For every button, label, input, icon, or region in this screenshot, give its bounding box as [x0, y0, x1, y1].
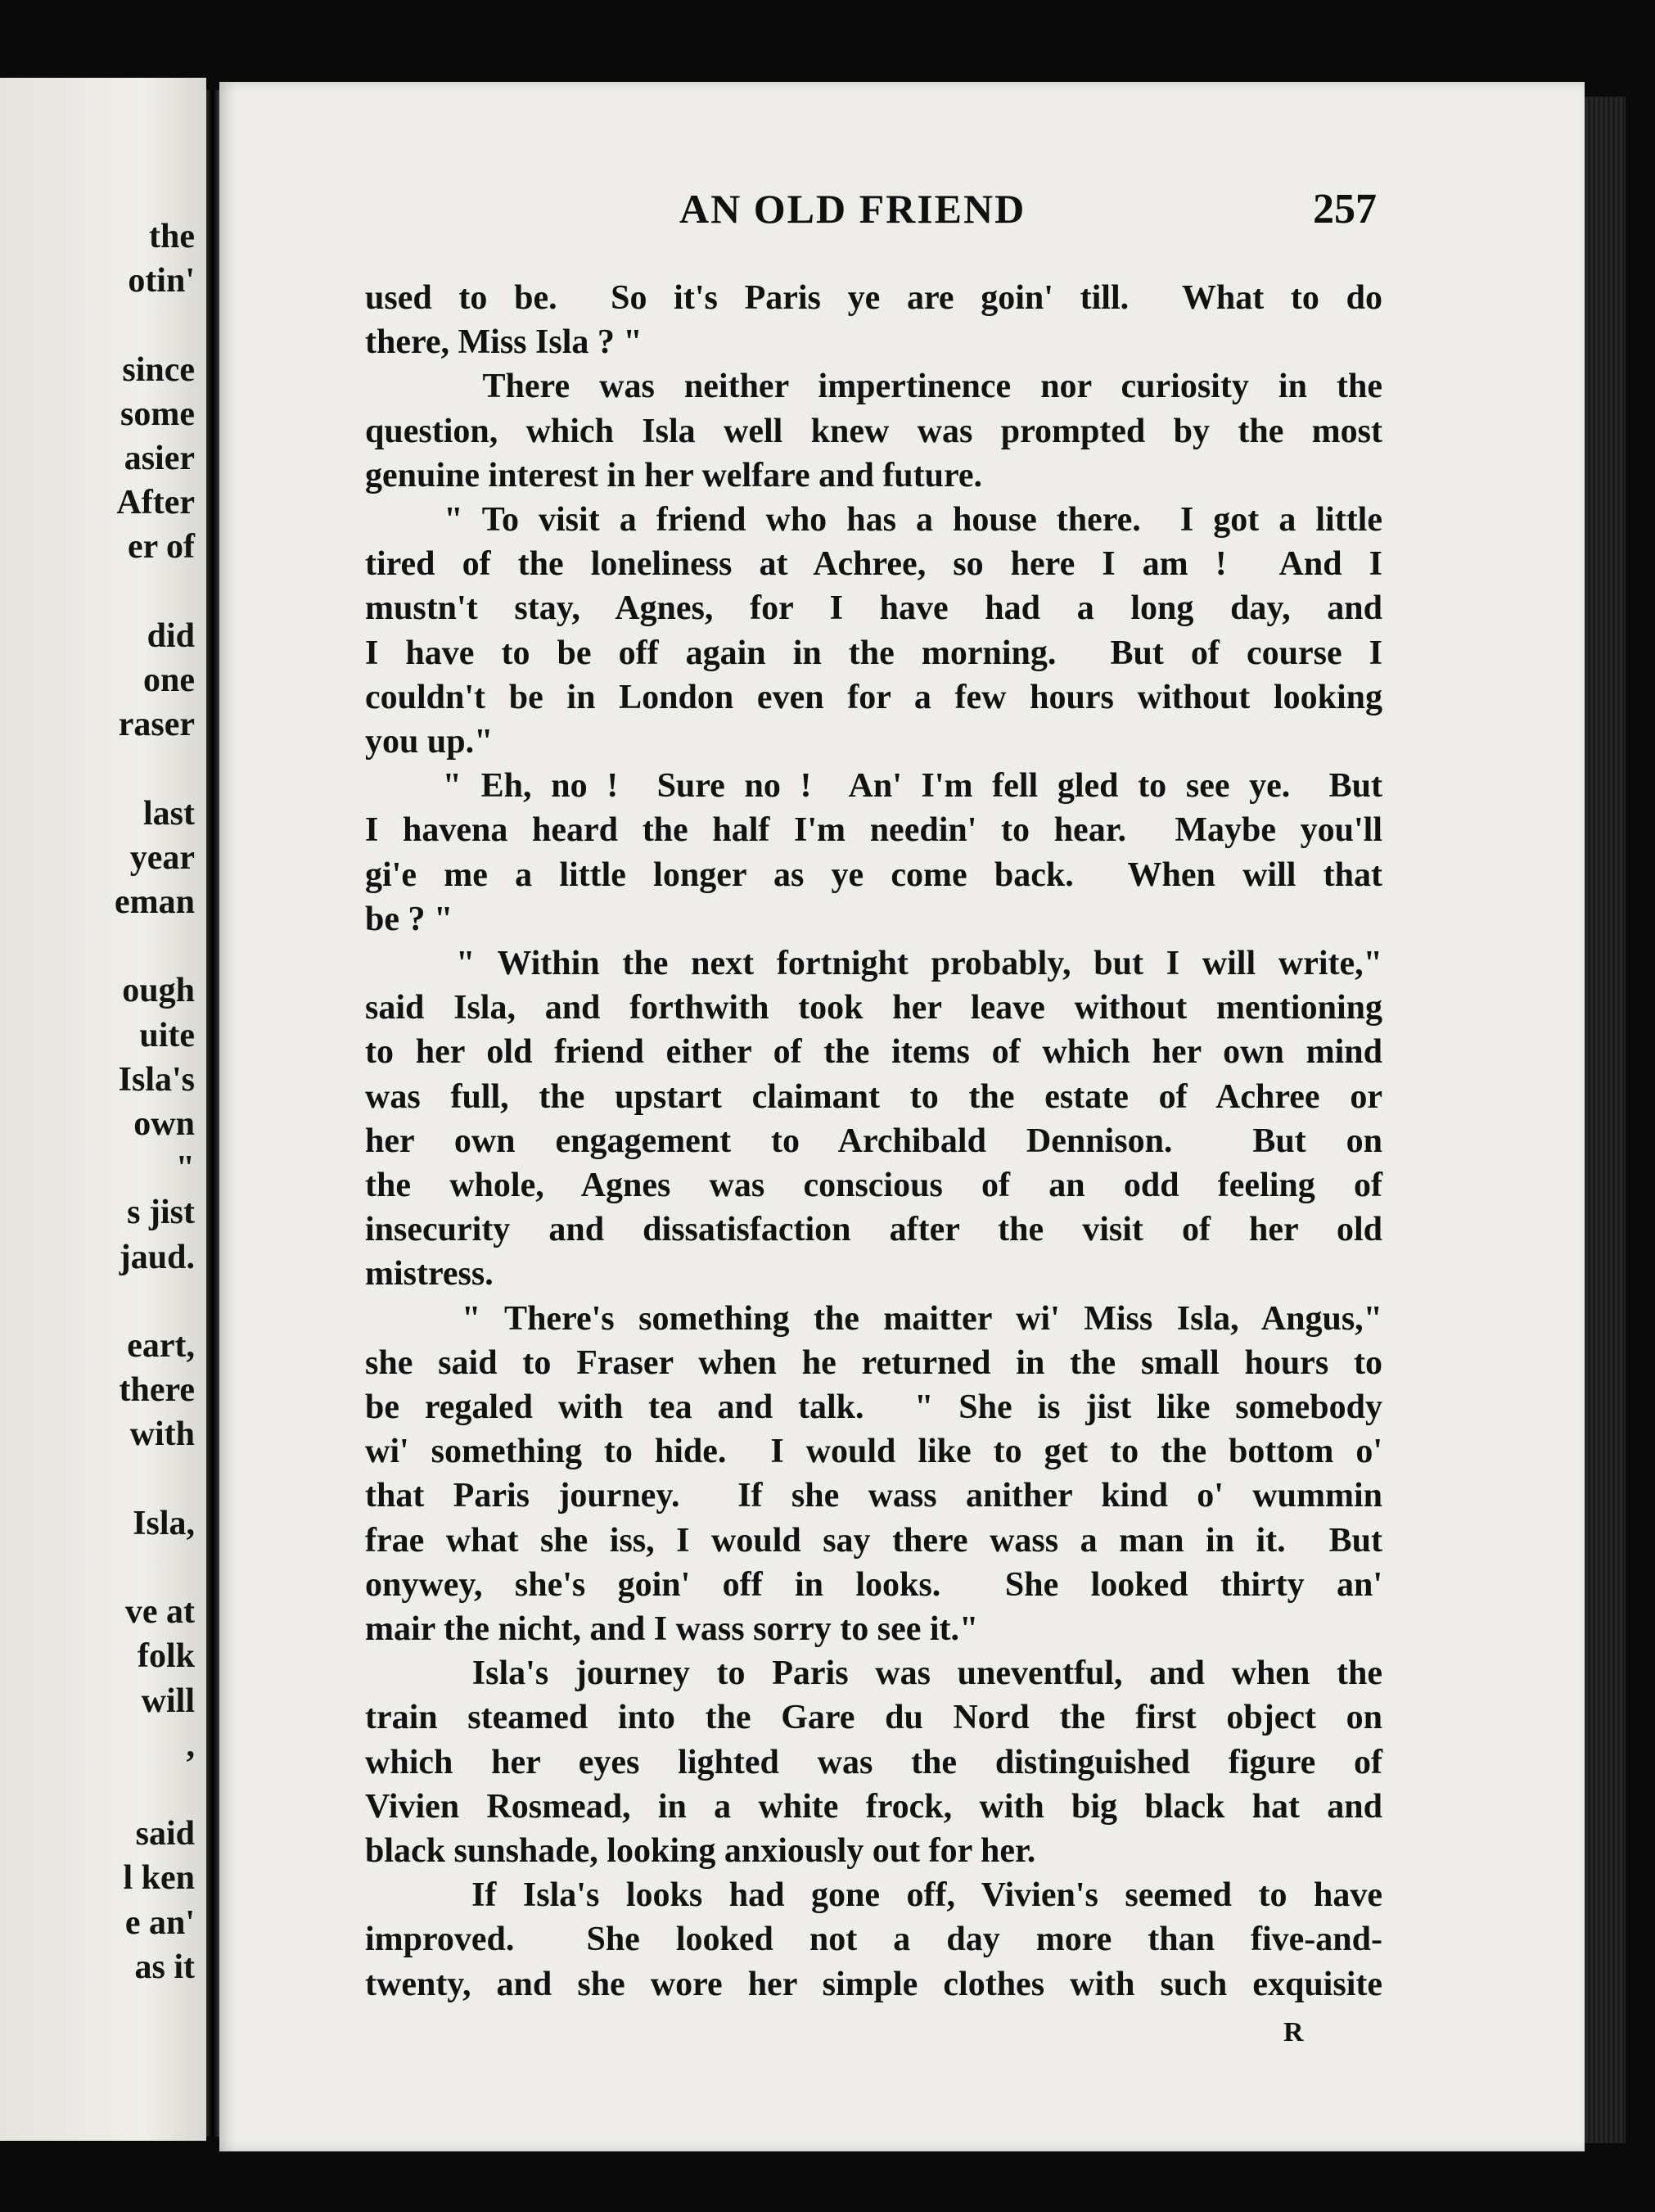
previous-page-fragment: will [141, 1682, 195, 1720]
text-line: " Within the next fortnight probably, but I will write," [365, 945, 1382, 982]
previous-page-fragment: there [119, 1371, 195, 1409]
text-line: wi' something to hide. I would like to get to the bottom o' [365, 1433, 1382, 1470]
text-line: was full, the upstart claimant to the estate of Achree or [365, 1078, 1382, 1116]
text-line: her own engagement to Archibald Dennison. But on [365, 1122, 1382, 1160]
previous-page-fragment: Isla, [133, 1505, 195, 1542]
previous-page-fragment: otin' [128, 262, 195, 300]
text-line: question, which Isla well knew was prompted by the most [365, 413, 1382, 450]
text-line: the whole, Agnes was conscious of an odd feeling of [365, 1167, 1382, 1204]
text-line: There was neither impertinence nor curiosity in the [365, 368, 1382, 405]
previous-page-fragment: jaud. [119, 1239, 195, 1276]
text-line: that Paris journey. If she wass anither kind o' wummin [365, 1477, 1382, 1515]
text-line: Isla's journey to Paris was uneventful, and when the [365, 1654, 1382, 1692]
previous-page-fragment: ough [122, 972, 195, 1009]
previous-page-fragment: l ken [123, 1859, 195, 1897]
previous-page-fragment: with [129, 1415, 195, 1453]
previous-page-edge [0, 78, 206, 2141]
previous-page-fragment: After [116, 484, 195, 521]
previous-page-fragment: ve at [124, 1593, 195, 1631]
page-stack-edge [1585, 97, 1626, 2143]
text-line: be ? " [365, 901, 453, 938]
book-gutter [206, 90, 219, 2137]
previous-page-fragment: " [175, 1149, 195, 1187]
previous-page-fragment: as it [134, 1948, 195, 1986]
text-line: which her eyes lighted was the distinguished figure of [365, 1744, 1382, 1781]
previous-page-fragment: asier [124, 440, 195, 477]
text-line: mair the nicht, and I wass sorry to see it." [365, 1610, 979, 1648]
previous-page-fragment: own [133, 1105, 195, 1143]
text-line: frae what she iss, I would say there wass a man in it. But [365, 1522, 1382, 1560]
previous-page-fragment: raser [118, 706, 195, 743]
text-line: improved. She looked not a day more than five-and- [365, 1921, 1382, 1958]
text-line: I havena heard the half I'm needin' to hear. Maybe you'll [365, 811, 1382, 849]
text-line: tired of the loneliness at Achree, so here I am ! And I [365, 545, 1382, 583]
previous-page-fragment: eart, [127, 1327, 195, 1365]
text-line: to her old friend either of the items of which her own mind [365, 1033, 1382, 1071]
text-line: genuine interest in her welfare and future. [365, 457, 983, 494]
text-line: used to be. So it's Paris ye are goin' till. What to do [365, 279, 1382, 317]
previous-page-fragment: some [120, 395, 195, 433]
previous-page-fragment: folk [137, 1637, 195, 1675]
text-line: onywey, she's goin' off in looks. She looked thirty an' [365, 1566, 1382, 1604]
previous-page-fragment: did [147, 617, 195, 655]
previous-page-fragment: last [143, 795, 195, 833]
previous-page-fragment: , [186, 1727, 195, 1764]
text-line: " Eh, no ! Sure no ! An' I'm fell gled to see ye. But [365, 767, 1382, 805]
previous-page-fragment: said [135, 1815, 195, 1853]
text-line: gi'e me a little longer as ye come back. When will that [365, 856, 1382, 894]
previous-page-fragment: Isla's [118, 1061, 195, 1099]
previous-page-fragment: s jist [127, 1194, 195, 1231]
text-line: I have to be off again in the morning. But of course I [365, 634, 1382, 672]
previous-page-fragment: eman [115, 883, 195, 921]
text-line: said Isla, and forthwith took her leave without mentioning [365, 989, 1382, 1027]
text-line: insecurity and dissatisfaction after the visit of her old [365, 1211, 1382, 1248]
text-line: be regaled with tea and talk. " She is jist like somebody [365, 1388, 1382, 1426]
text-line: you up." [365, 723, 494, 761]
text-line: If Isla's looks had gone off, Vivien's seemed to have [365, 1876, 1382, 1914]
running-head: AN OLD FRIEND [679, 186, 1026, 232]
text-line: there, Miss Isla ? " [365, 323, 643, 361]
previous-page-fragment: year [129, 839, 195, 877]
previous-page-fragment: one [143, 661, 195, 699]
text-line: train steamed into the Gare du Nord the first object on [365, 1699, 1382, 1736]
text-line: mistress. [365, 1255, 494, 1293]
previous-page-fragment: er of [127, 528, 195, 566]
text-line: Vivien Rosmead, in a white frock, with big black hat and [365, 1788, 1382, 1826]
previous-page-fragment: the [149, 218, 195, 255]
text-line: twenty, and she wore her simple clothes with such exquisite [365, 1966, 1382, 2003]
text-line: mustn't stay, Agnes, for I have had a long day, and [365, 589, 1382, 627]
previous-page-fragment: uite [139, 1017, 195, 1054]
text-line: couldn't be in London even for a few hours without looking [365, 679, 1382, 716]
text-line: " There's something the maitter wi' Miss Isla, Angus," [365, 1300, 1382, 1338]
text-line: black sunshade, looking anxiously out for her. [365, 1832, 1036, 1870]
previous-page-fragment: since [122, 351, 195, 389]
previous-page-fragment: e an' [124, 1904, 195, 1942]
text-line: " To visit a friend who has a house there. I got a little [365, 501, 1382, 539]
page-number: 257 [1313, 186, 1377, 232]
signature-mark: R [1283, 2017, 1304, 2047]
text-line: she said to Fraser when he returned in the small hours to [365, 1344, 1382, 1382]
